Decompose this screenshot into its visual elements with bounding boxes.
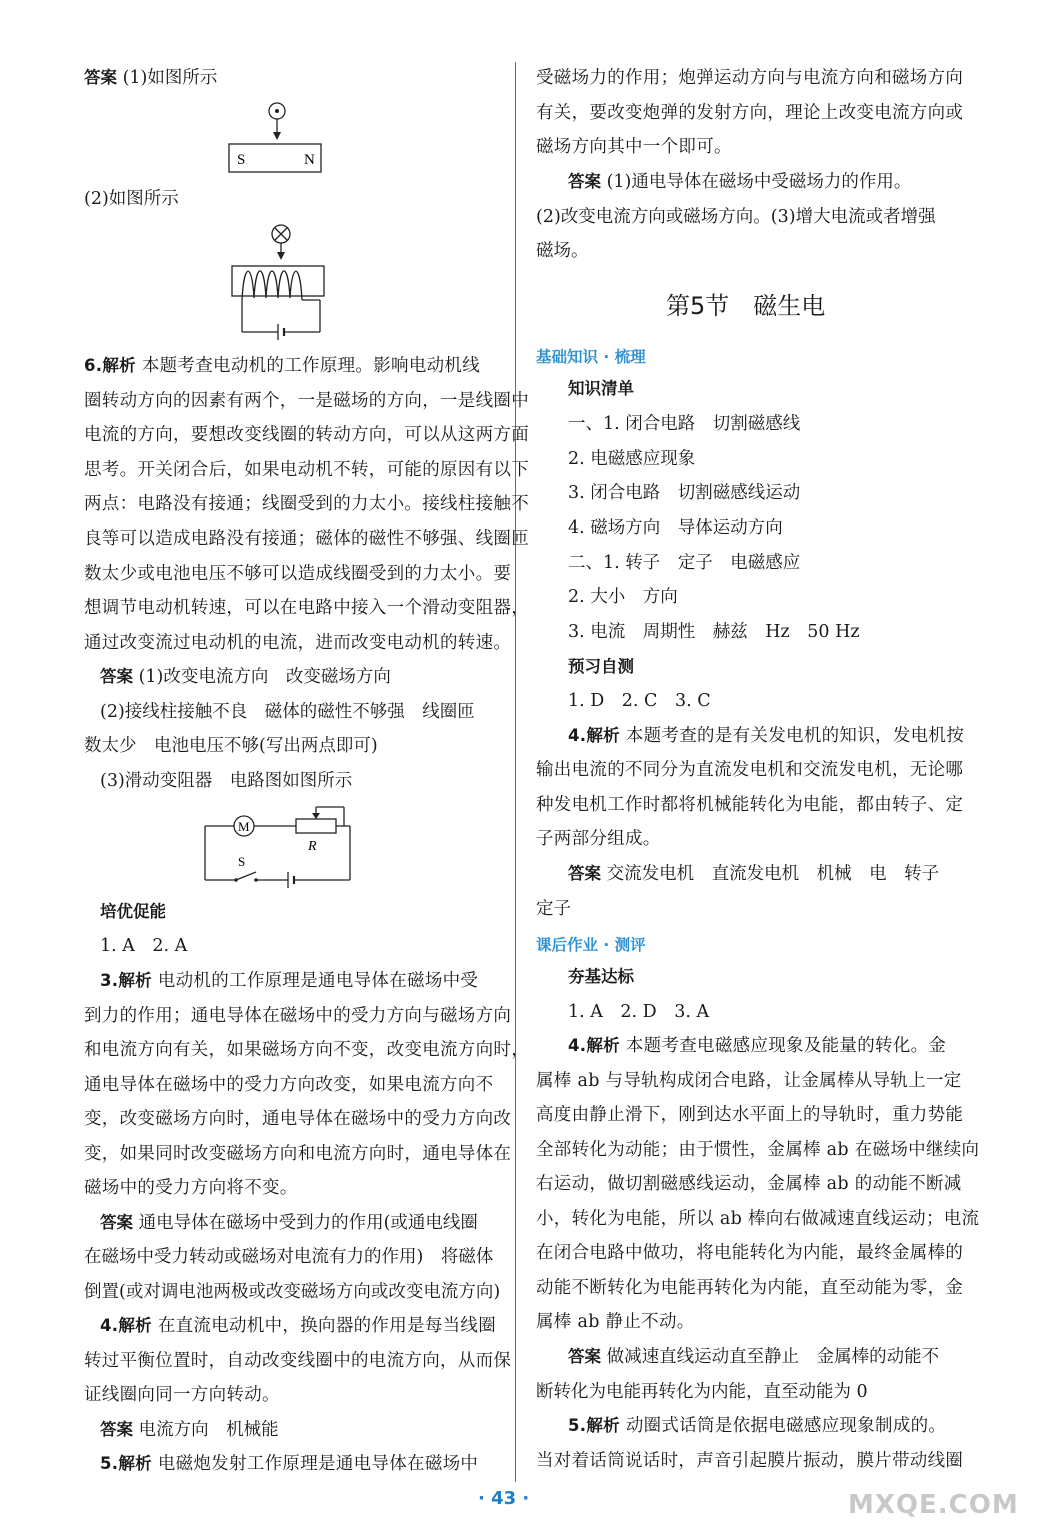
- watermark: MXQE.COM: [848, 1490, 1019, 1520]
- answer-line: 答案 做减速直线运动直至静止 金属棒的动能不: [568, 1347, 940, 1367]
- subheading: 培优促能: [100, 902, 166, 921]
- text-line: 二、1. 转子 定子 电磁感应: [568, 553, 801, 573]
- text-line: 通电导体在磁场中的受力方向改变，如果电流方向不: [84, 1075, 494, 1095]
- text-line: 通过改变流过电动机的电流，进而改变电动机的转速。: [84, 633, 512, 653]
- text-line: 当对着话筒说话时，声音引起膜片振动，膜片带动线圈: [536, 1451, 964, 1471]
- magnet-diagram: [224, 100, 344, 178]
- text-line: 磁场。: [536, 241, 589, 261]
- text-line: 一、1. 闭合电路 切割磁感线: [568, 414, 801, 434]
- answer-line: 答案 (1)如图所示: [84, 68, 218, 88]
- text-line: 子两部分组成。: [536, 829, 661, 849]
- text-line: 想调节电动机转速，可以在电路中接入一个滑动变阻器，: [84, 598, 529, 618]
- text-line: 4.解析 在直流电动机中，换向器的作用是每当线圈: [100, 1316, 497, 1336]
- text-line: 输出电流的不同分为直流发电机和交流发电机，无论哪: [536, 760, 964, 780]
- section-title: 第5节 磁生电: [666, 292, 826, 320]
- text-line: (2)如图所示: [84, 189, 179, 209]
- text-line: 4. 磁场方向 导体运动方向: [568, 518, 783, 538]
- text-line: 和电流方向有关，如果磁场方向不变，改变电流方向时，: [84, 1040, 529, 1060]
- answer-line: 答案 交流发电机 直流发电机 机械 电 转子: [568, 864, 940, 884]
- text-line: 属棒 ab 与导轨构成闭合电路，让金属棒从导轨上一定: [536, 1071, 962, 1091]
- text-line: 1. A 2. A: [100, 936, 188, 956]
- text-line: (3)滑动变阻器 电路图如图所示: [100, 771, 353, 791]
- text-line: 在闭合电路中做功，将电能转化为内能，最终金属棒的: [536, 1243, 964, 1263]
- text-line: (2)接线柱接触不良 磁体的磁性不够强 线圈匝: [100, 702, 475, 722]
- magnet-n-label: N: [304, 152, 315, 168]
- rheostat-label: R: [308, 839, 317, 854]
- text-line: 变，改变磁场方向时，通电导体在磁场中的受力方向改: [84, 1109, 512, 1129]
- solenoid-diagram: [224, 222, 344, 340]
- text-line: 变，如果同时改变磁场方向和电流方向时，通电导体在: [84, 1144, 512, 1164]
- answer-line: 答案 (1)改变电流方向 改变磁场方向: [100, 667, 391, 687]
- text-line: 到力的作用；通电导体在磁场中的受力方向与磁场方向: [84, 1006, 512, 1026]
- text-line: 转过平衡位置时，自动改变线圈中的电流方向，从而保: [84, 1351, 512, 1371]
- text-line: 电流的方向，要想改变线圈的转动方向，可以从这两方面: [84, 425, 529, 445]
- text-line: 种发电机工作时都将机械能转化为电能，都由转子、定: [536, 795, 964, 815]
- section-label: 基础知识 · 梳理: [536, 348, 646, 366]
- subheading: 预习自测: [568, 657, 634, 676]
- text-line: 动能不断转化为电能再转化为内能，直至动能为零，金: [536, 1278, 964, 1298]
- text-line: 高度由静止滑下，刚到达水平面上的导轨时，重力势能: [536, 1105, 964, 1125]
- text-line: 有关，要改变炮弹的发射方向，理论上改变电流方向或: [536, 103, 964, 123]
- text-line: 两点：电路没有接通；线圈受到的力太小。接线柱接触不: [84, 494, 529, 514]
- text-line: 2. 电磁感应现象: [568, 449, 696, 469]
- text-line: 定子: [536, 899, 571, 919]
- subheading: 知识清单: [568, 379, 634, 398]
- text-line: 4.解析 本题考查电磁感应现象及能量的转化。金: [568, 1036, 947, 1056]
- switch-label: S: [238, 854, 246, 869]
- text-line: 属棒 ab 静止不动。: [536, 1312, 695, 1332]
- text-line: 右运动，做切割磁感线运动，金属棒 ab 的动能不断减: [536, 1174, 962, 1194]
- text-line: 思考。开关闭合后，如果电动机不转，可能的原因有以下: [84, 460, 529, 480]
- text-line: 5.解析 电磁炮发射工作原理是通电导体在磁场中: [100, 1454, 479, 1474]
- text-line: 3. 电流 周期性 赫兹 Hz 50 Hz: [568, 622, 860, 642]
- text-line: 倒置(或对调电池两极或改变磁场方向或改变电流方向): [84, 1282, 501, 1302]
- subheading: 夯基达标: [568, 967, 634, 986]
- text-line: 5.解析 动圈式话筒是依据电磁感应现象制成的。: [568, 1416, 947, 1436]
- page-number: · 43 ·: [478, 1488, 530, 1509]
- column-divider: [515, 62, 516, 1482]
- section-label: 课后作业 · 测评: [536, 936, 646, 954]
- motor-label: M: [238, 819, 250, 834]
- text-line: (2)改变电流方向或磁场方向。(3)增大电流或者增强: [536, 207, 936, 227]
- motor-circuit-diagram: [200, 804, 360, 890]
- text-line: 数太少或电池电压不够可以造成线圈受到的力太小。要: [84, 564, 512, 584]
- text-line: 断转化为电能再转化为内能，直至动能为 0: [536, 1382, 868, 1402]
- answer-line: 答案 电流方向 机械能: [100, 1420, 279, 1440]
- answer-label: 答案: [84, 68, 117, 87]
- text-line: 圈转动方向的因素有两个，一是磁场的方向，一是线圈中: [84, 391, 529, 411]
- text-line: 3. 闭合电路 切割磁感线运动: [568, 483, 801, 503]
- text-line: 1. A 2. D 3. A: [568, 1002, 710, 1022]
- text-line: 在磁场中受力转动或磁场对电流有力的作用) 将磁体: [84, 1247, 494, 1267]
- text-line: 良等可以造成电路没有接通；磁体的磁性不够强、线圈匝: [84, 529, 529, 549]
- text-line: 磁场方向其中一个即可。: [536, 137, 732, 157]
- answer-line: 答案 (1)通电导体在磁场中受磁场力的作用。: [568, 172, 912, 192]
- magnet-s-label: S: [237, 152, 246, 168]
- text-line: 磁场中的受力方向将不变。: [84, 1178, 298, 1198]
- text-line: 2. 大小 方向: [568, 587, 678, 607]
- text-line: 数太少 电池电压不够(写出两点即可): [84, 736, 378, 756]
- text-line: 3.解析 电动机的工作原理是通电导体在磁场中受: [100, 971, 479, 991]
- text-line: 受磁场力的作用；炮弹运动方向与电流方向和磁场方向: [536, 68, 964, 88]
- text-line: 全部转化为动能；由于惯性，金属棒 ab 在磁场中继续向: [536, 1140, 980, 1160]
- text-line: 小，转化为电能，所以 ab 棒向右做减速直线运动；电流: [536, 1209, 980, 1229]
- answer-line: 答案 通电导体在磁场中受到力的作用(或通电线圈: [100, 1213, 478, 1233]
- text-line: 1. D 2. C 3. C: [568, 691, 711, 711]
- text-line: 6.解析 本题考查电动机的工作原理。影响电动机线: [84, 356, 481, 376]
- text-line: 4.解析 本题考查的是有关发电机的知识，发电机按: [568, 726, 965, 746]
- text-line: 证线圈向同一方向转动。: [84, 1385, 280, 1405]
